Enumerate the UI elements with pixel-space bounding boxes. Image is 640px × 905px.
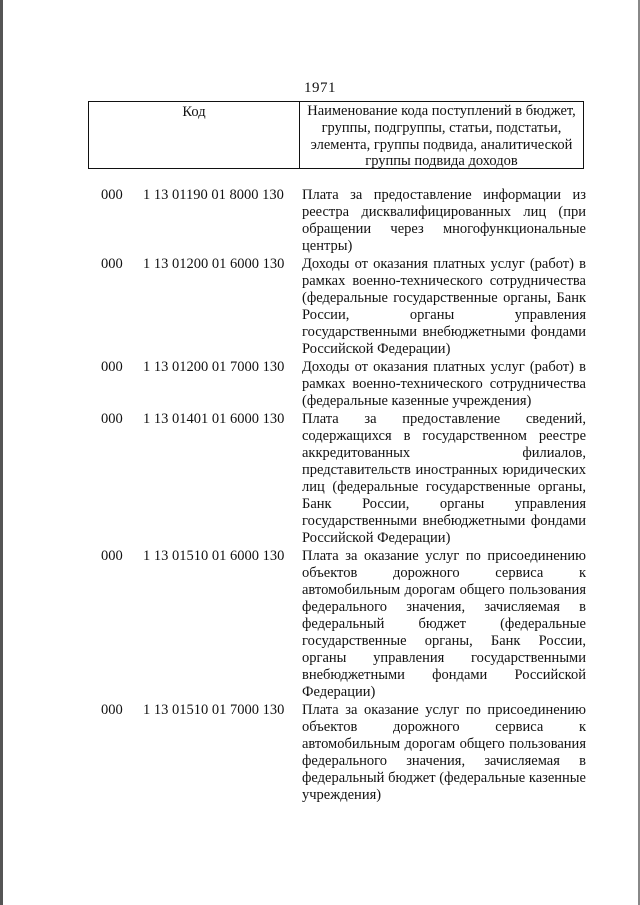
admin-code: 000 xyxy=(101,411,123,427)
description-line: федерального значения, зачисляемая в xyxy=(302,599,586,615)
description-line: России, органы управления xyxy=(302,307,586,323)
header-name-line: группы, подгруппы, статьи, подстатьи, xyxy=(321,119,562,136)
admin-code: 000 xyxy=(101,187,123,203)
income-description xyxy=(302,359,586,410)
description-line: Банк России, органы управления xyxy=(302,496,586,512)
description-line: представительств иностранных юридических xyxy=(302,462,586,478)
description-line: центры) xyxy=(302,238,353,254)
description-line: (федеральные государственные органы, Банк xyxy=(302,290,586,306)
description-line: государственными внебюджетными фондами xyxy=(302,513,586,529)
description-line: Федерации) xyxy=(302,684,376,700)
description-line: государственные органы, Банк России, xyxy=(302,633,586,649)
description-line: объектов дорожного сервиса к xyxy=(302,719,586,735)
description-line: Плата за оказание услуг по присоединению xyxy=(302,548,586,564)
budget-code: 1 13 01200 01 7000 130 xyxy=(143,359,285,375)
income-code-row xyxy=(0,548,640,701)
description-line: Плата за оказание услуг по присоединению xyxy=(302,702,586,718)
income-code-row xyxy=(0,187,640,255)
header-code-label: Код xyxy=(89,102,300,168)
description-line: Плата за предоставление сведений, xyxy=(302,411,586,427)
description-line: государственными внебюджетными фондами xyxy=(302,324,586,340)
description-line: (федеральные казенные учреждения) xyxy=(302,393,532,409)
description-line: объектов дорожного сервиса к xyxy=(302,565,586,581)
header-name-line: элемента, группы подвида, аналитической xyxy=(310,136,573,153)
description-line: автомобильным дорогам общего пользования xyxy=(302,736,586,752)
budget-code: 1 13 01510 01 6000 130 xyxy=(143,548,285,564)
description-line: органы управления государственными xyxy=(302,650,586,666)
description-line: автомобильным дорогам общего пользования xyxy=(302,582,586,598)
income-codes-list xyxy=(0,187,640,805)
description-line: аккредитованных филиалов, xyxy=(302,445,586,461)
income-code-row xyxy=(0,256,640,358)
description-line: рамках военно-технического сотрудничества xyxy=(302,376,586,392)
description-line: лиц (федеральные государственные органы, xyxy=(302,479,586,495)
income-description xyxy=(302,548,586,701)
admin-code: 000 xyxy=(101,256,123,272)
admin-code: 000 xyxy=(101,359,123,375)
header-table xyxy=(88,101,584,169)
admin-code: 000 xyxy=(101,548,123,564)
income-code-row xyxy=(0,702,640,804)
budget-code: 1 13 01510 01 7000 130 xyxy=(143,702,285,718)
admin-code: 000 xyxy=(101,702,123,718)
description-line: реестра дисквалифицированных лиц (при xyxy=(302,204,586,220)
header-name-line: группы подвида доходов xyxy=(365,153,518,170)
income-description xyxy=(302,256,586,358)
header-name-line: Наименование кода поступлений в бюджет, xyxy=(307,103,576,119)
budget-code: 1 13 01200 01 6000 130 xyxy=(143,256,285,272)
description-line: Российской Федерации) xyxy=(302,341,451,357)
description-line: содержащихся в государственном реестре xyxy=(302,428,586,444)
budget-code: 1 13 01190 01 8000 130 xyxy=(143,187,284,203)
description-line: обращении через многофункциональные xyxy=(302,221,586,237)
income-code-row xyxy=(0,411,640,547)
description-line: Плата за предоставление информации из xyxy=(302,187,586,203)
income-code-row xyxy=(0,359,640,410)
income-description xyxy=(302,187,586,255)
description-line: Российской Федерации) xyxy=(302,530,451,546)
page-number: 1971 xyxy=(304,80,336,96)
description-line: федеральный бюджет (федеральные xyxy=(302,616,586,632)
description-line: Доходы от оказания платных услуг (работ) в xyxy=(302,256,586,272)
header-name-label xyxy=(300,102,583,168)
income-description xyxy=(302,411,586,547)
description-line: федеральный бюджет (федеральные казенные xyxy=(302,770,586,786)
description-line: учреждения) xyxy=(302,787,382,803)
description-line: Доходы от оказания платных услуг (работ) в xyxy=(302,359,586,375)
description-line: рамках военно-технического сотрудничества xyxy=(302,273,586,289)
budget-code: 1 13 01401 01 6000 130 xyxy=(143,411,285,427)
income-description xyxy=(302,702,586,804)
description-line: внебюджетными фондами Российской xyxy=(302,667,586,683)
description-line: федерального значения, зачисляемая в xyxy=(302,753,586,769)
